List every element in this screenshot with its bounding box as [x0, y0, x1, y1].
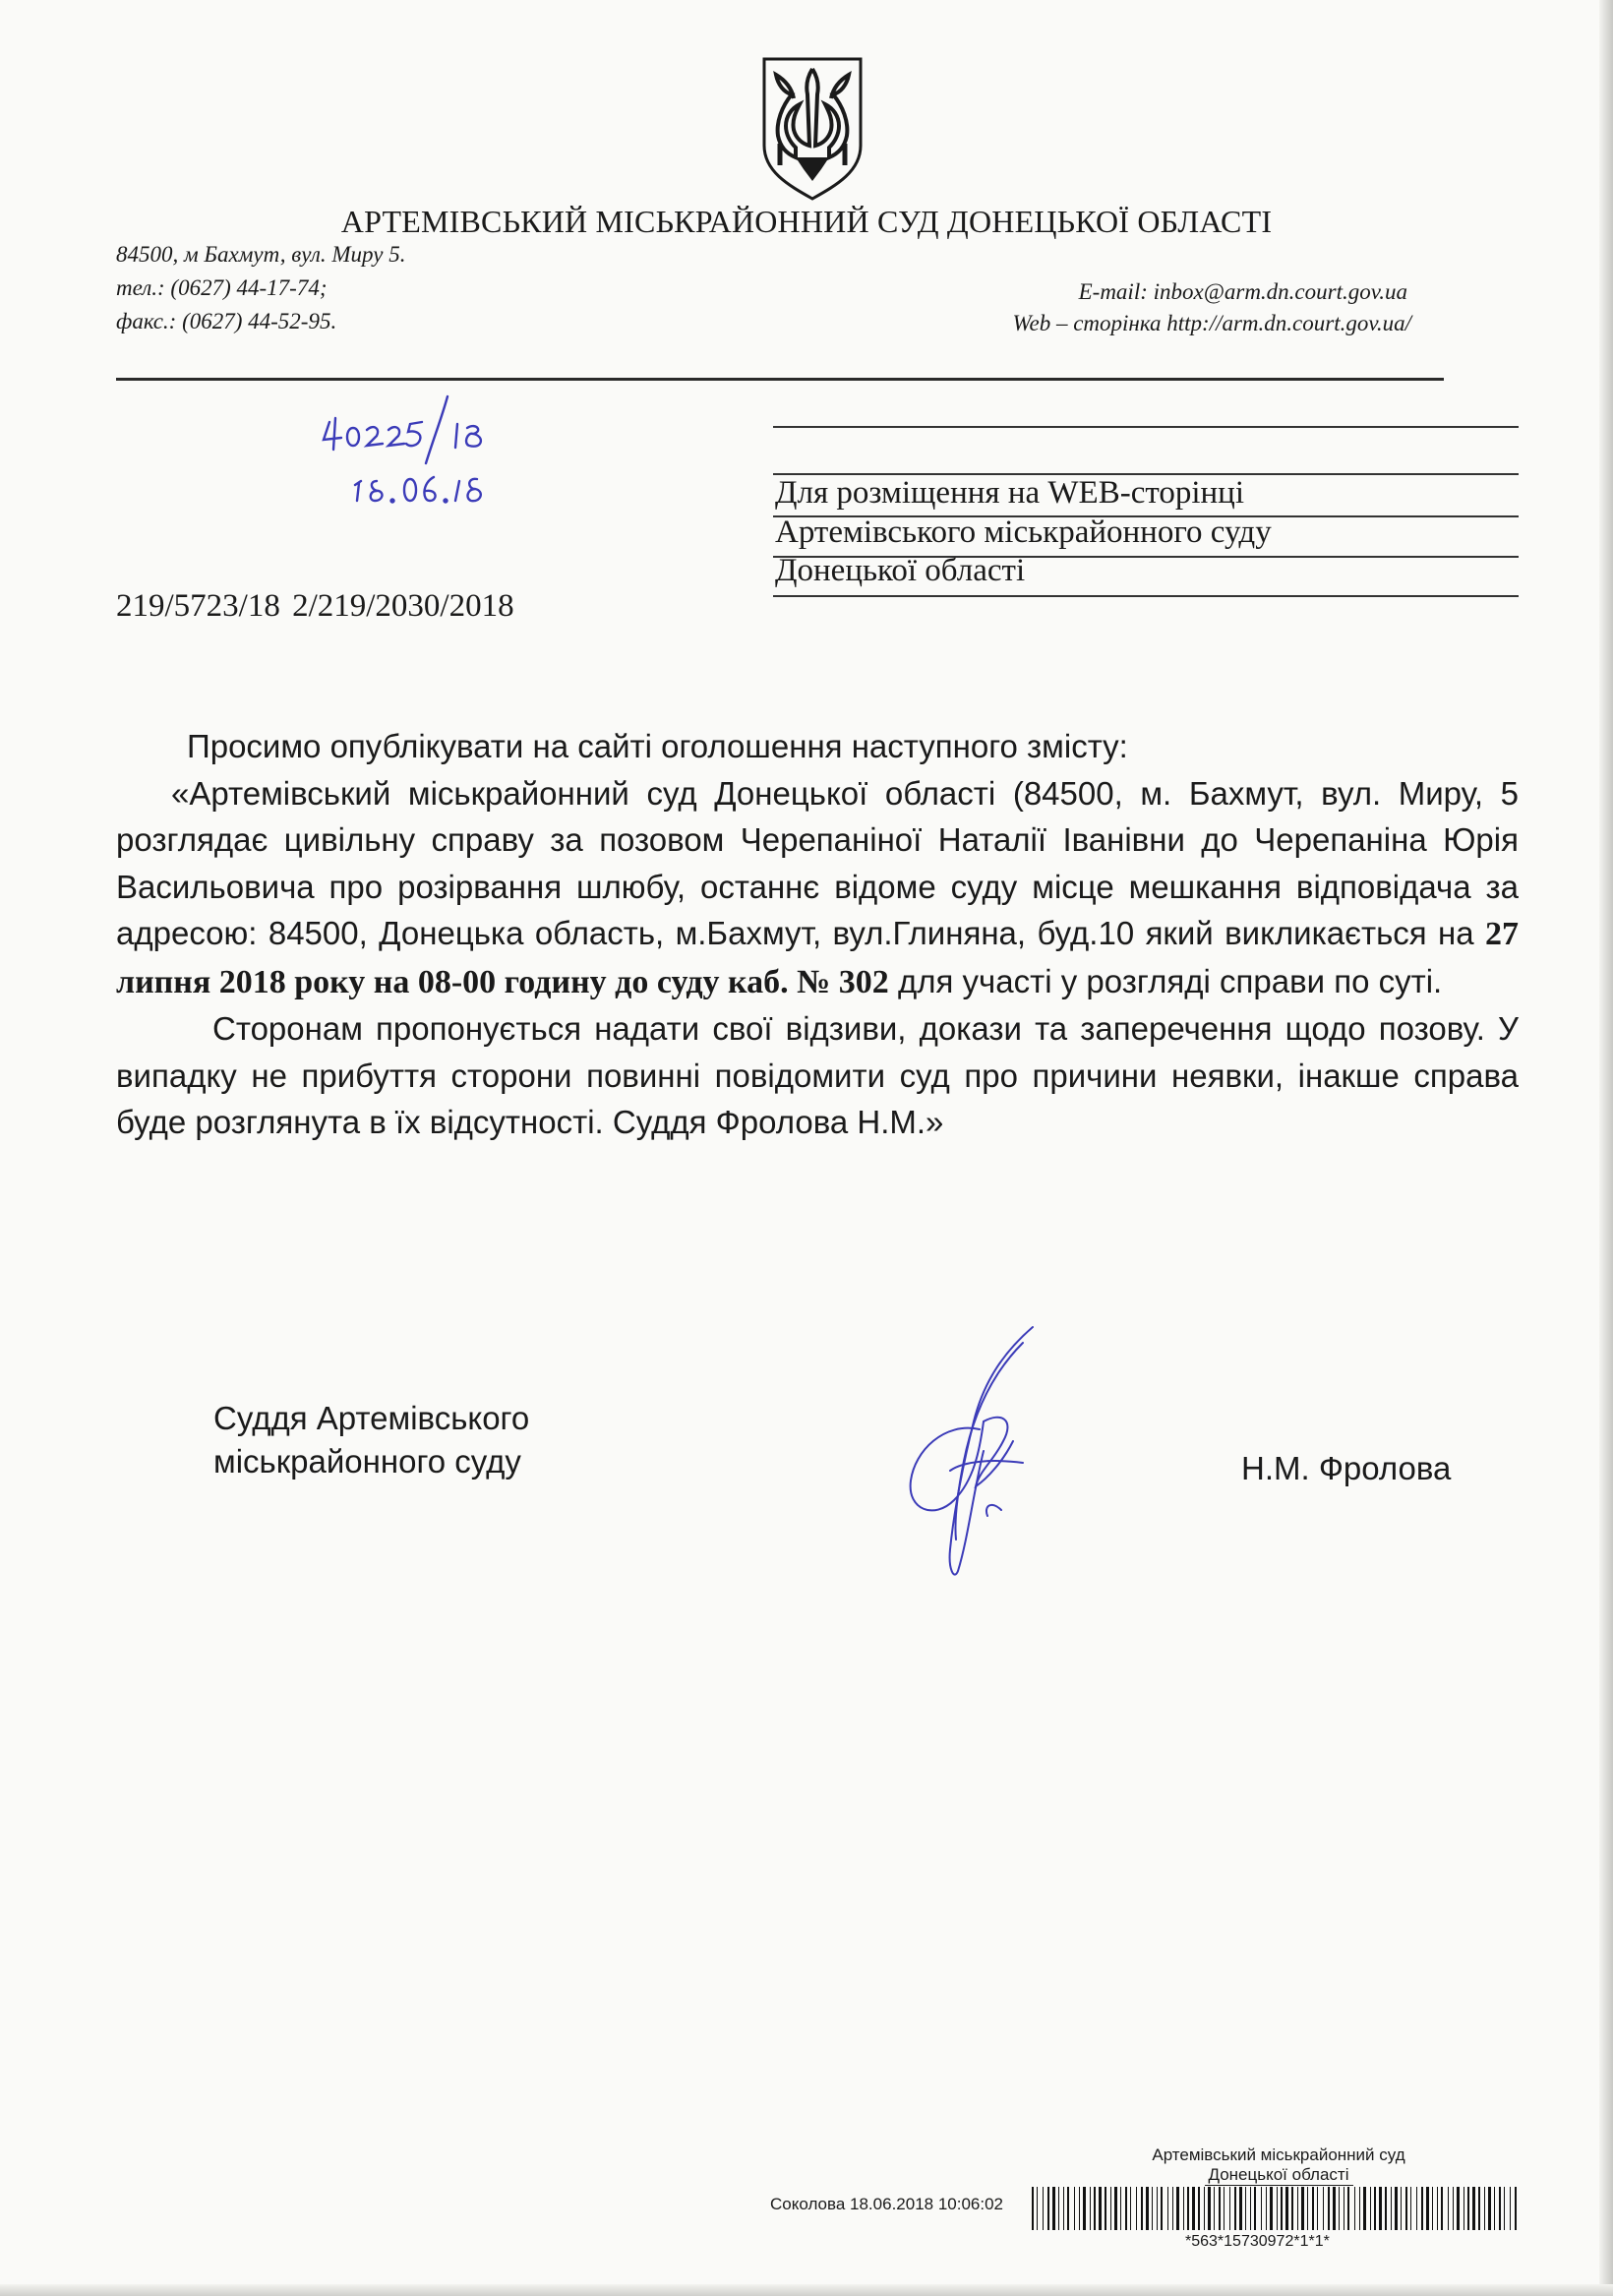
paper-edge — [0, 2284, 1613, 2296]
announcement-paragraph — [116, 770, 1519, 1006]
letter-body — [116, 723, 1519, 1146]
judge-name: Н.М. Фролова — [1241, 1450, 1452, 1486]
court-phone: тел.: (0627) 44-17-74; — [116, 275, 328, 300]
court-fax: факс.: (0627) 44-52-95. — [116, 309, 337, 333]
court-address: 84500, м Бахмут, вул. Миру 5. — [116, 242, 406, 267]
court-name-heading: АРТЕМІВСЬКИЙ МІСЬКРАЙОННИЙ СУД ДОНЕЦЬКОЇ ОБЛАСТІ — [340, 204, 1273, 239]
recipient-rule — [773, 595, 1519, 597]
parties-paragraph: Сторонам пропонується надати свої відзиви, докази та заперечення щодо позову. У випадку не прибуття сторони повинні повідомити суд про причини неявки, інакше справа буде розглянута в їх відсутності. Суддя Фролова Н.М.» — [116, 1010, 1519, 1140]
announcement-text: «Артемівський міськрайонний суд Донецької області (84500, м. Бахмут, вул. Миру, 5 розглядає цивільну справу за позовом Черепаніної Наталії Іванівни до Черепаніна Юрія Васильовича про розірвання шлюбу, останнє відоме суду місце мешкання відповідача за адресою: 84500, Донецька область, м.Бахмут, вул.Глиняна, буд.10 який викликається на — [116, 774, 1519, 951]
hearing-date-emphasis: 27 липня 2018 року на 08-00 годину до суду каб. № 302 — [116, 916, 1519, 1000]
court-website: Web – сторінка http://arm.dn.court.gov.ua/ — [1012, 311, 1411, 335]
paper-edge — [1599, 0, 1613, 2296]
recipient-line: Артемівського міськрайонного суду — [775, 514, 1272, 550]
header-divider — [116, 378, 1444, 381]
announcement-text-end: для участі у розгляді справи по суті. — [888, 962, 1443, 999]
recipient-line: Для розміщення на WEB-сторінці — [775, 475, 1244, 511]
registration-stamp-court — [1131, 2145, 1426, 2186]
handwritten-registration-mark — [320, 389, 516, 516]
barcode-number: *563*15730972*1*1* — [1185, 2233, 1330, 2250]
intro-paragraph: Просимо опублікувати на сайті оголошення наступного змісту: — [187, 728, 1128, 764]
judge-title-line: Суддя Артемівського — [213, 1400, 530, 1436]
case-numbers: 219/5723/18 2/219/2030/2018 — [116, 588, 514, 624]
stamp-court-line: Донецької області — [1205, 2165, 1353, 2186]
judge-title-line: міськрайонного суду — [213, 1443, 521, 1480]
handwritten-signature — [885, 1313, 1072, 1584]
court-email: E-mail: inbox@arm.dn.court.gov.ua — [1078, 279, 1407, 304]
recipient-rule — [773, 426, 1519, 428]
judge-title — [213, 1397, 529, 1483]
registrar-timestamp: Соколова 18.06.2018 10:06:02 — [770, 2195, 1004, 2213]
document-barcode — [1030, 2187, 1520, 2230]
recipient-line: Донецької області — [775, 553, 1026, 588]
trident-emblem-icon — [756, 55, 868, 203]
stamp-court-line: Артемівський міськрайонний суд — [1152, 2145, 1405, 2164]
